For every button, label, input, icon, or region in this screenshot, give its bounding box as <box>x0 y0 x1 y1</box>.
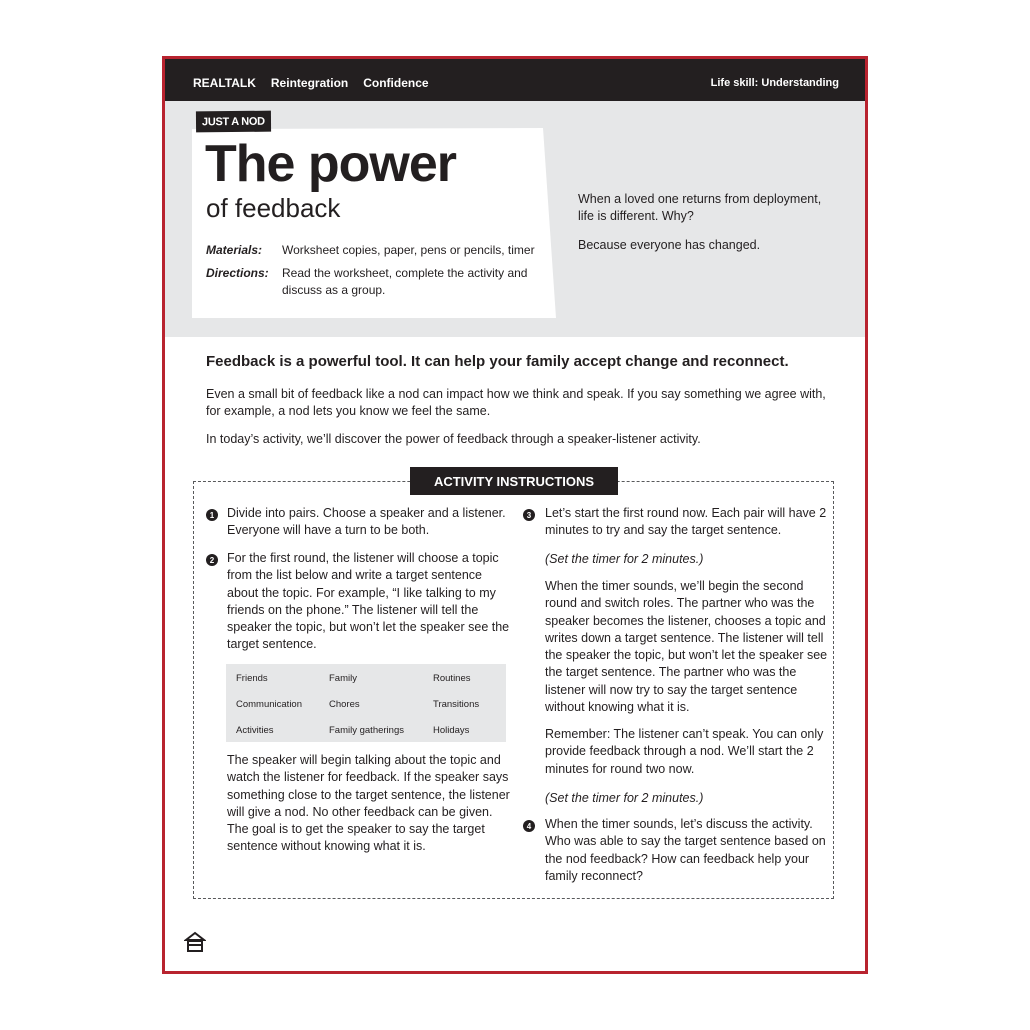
body-paragraph-2: In today’s activity, we’ll discover the power of feedback through a speaker-listener activity. <box>206 432 701 446</box>
step-1-number: 1 <box>206 509 218 521</box>
directions-label: Directions: <box>206 266 269 280</box>
topic-item: Routines <box>433 673 471 684</box>
intro-question: When a loved one returns from deployment, life is different. Why? <box>578 192 822 223</box>
topic-item: Friends <box>236 673 268 684</box>
materials-value: Worksheet copies, paper, pens or pencils, timer <box>282 243 535 257</box>
step-1-text: Divide into pairs. Choose a speaker and a listener. Everyone will have a turn to be both. <box>227 506 506 538</box>
step-3-text: Let’s start the first round now. Each pair will have 2 minutes to try and say the target sentence. <box>545 506 827 538</box>
category-confidence: Confidence <box>363 76 429 90</box>
step-4-number: 4 <box>523 820 535 832</box>
directions-row <box>206 265 544 299</box>
tag-badge: JUST A NOD <box>196 111 271 133</box>
step-2-continued: The speaker will begin talking about the topic and watch the listener for feedback. If the speaker says something close to the target sentence, the listener will give a nod. No other feedback can be given. The goal is to get the speaker to say the target sentence without knowing what it is. <box>227 753 510 854</box>
step-2-text: For the first round, the listener will choose a topic from the list below and write a target sentence about the topic. For example, “I like talking to my friends on the phone.” The listener will tell the speaker the topic, but won’t let the speaker see the target sentence. <box>227 551 510 652</box>
activity-heading: ACTIVITY INSTRUCTIONS <box>410 467 618 495</box>
timer-note-2: (Set the timer for 2 minutes.) <box>545 791 704 805</box>
step-2-number: 2 <box>206 554 218 566</box>
brand-label: REALTALK <box>193 76 256 90</box>
topic-item: Holidays <box>433 725 470 736</box>
body-paragraph-1: Even a small bit of feedback like a nod can impact how we think and speak. If you say something we agree with, for example, a nod lets you know we feel the same. <box>206 387 826 418</box>
topic-item: Transitions <box>433 699 480 710</box>
topic-item: Communication <box>236 699 302 710</box>
page-subtitle: of feedback <box>206 193 341 223</box>
step-3-round-two: When the timer sounds, we’ll begin the second round and switch roles. The partner who was the speaker becomes the listener, chooses a topic and writes down a target sentence. The listener will tell the speaker the topic, but won’t let the speaker see the target sentence. The partner who was the listener will now try to say the target sentence without knowing what it is. <box>545 579 828 715</box>
category-reintegration: Reintegration <box>270 76 349 90</box>
life-skill-label: Life skill: Understanding <box>710 77 839 89</box>
topic-item: Family <box>329 673 357 684</box>
house-logo-icon <box>184 931 206 953</box>
timer-note-1: (Set the timer for 2 minutes.) <box>545 552 704 566</box>
intro-answer: Because everyone has changed. <box>578 238 761 252</box>
intro-text <box>578 191 838 266</box>
lead-heading: Feedback is a powerful tool. It can help your family accept change and reconnect. <box>206 353 789 370</box>
topic-item: Family gatherings <box>329 725 404 736</box>
worksheet-page <box>162 56 868 974</box>
header-nav <box>193 59 429 101</box>
topic-item: Chores <box>329 699 360 710</box>
materials-label: Materials: <box>206 243 263 257</box>
page-title: The power <box>205 135 457 193</box>
materials-row <box>206 242 544 259</box>
step-4-text: When the timer sounds, let’s discuss the activity. Who was able to say the target sentence based on the nod feedback? How can feedback help your family reconnect? <box>545 817 826 883</box>
directions-value: Read the worksheet, complete the activity and discuss as a group. <box>282 266 528 297</box>
step-3-reminder: Remember: The listener can’t speak. You can only provide feedback through a nod. We’ll start the 2 minutes for round two now. <box>545 727 824 776</box>
header-bar <box>165 59 865 101</box>
hero-panel <box>165 101 865 337</box>
step-3-number: 3 <box>523 509 535 521</box>
topic-item: Activities <box>236 725 274 736</box>
topic-list <box>226 664 506 742</box>
